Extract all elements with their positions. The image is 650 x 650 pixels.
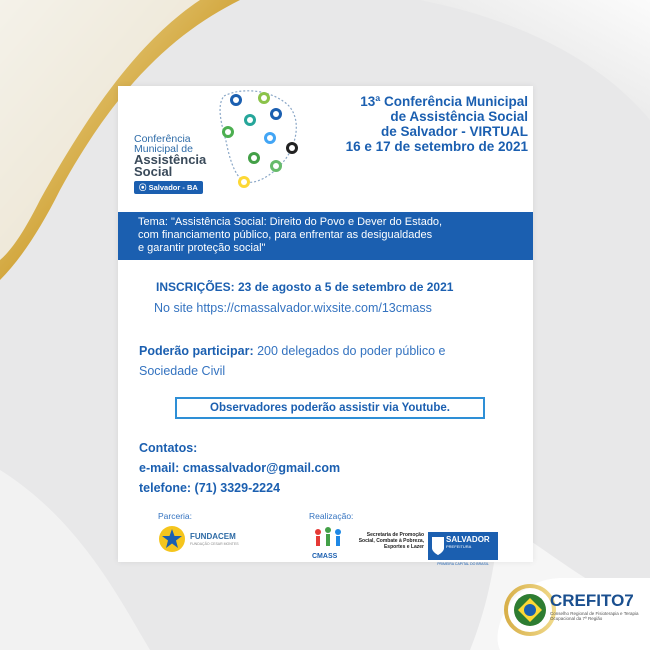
theme-line-1: Tema: "Assistência Social: Direito do Povo e Dever do Estado, <box>138 216 443 228</box>
event-flyer <box>118 86 533 566</box>
secretaria-label: Secretaria de Promoção Social, Combate à Pobreza, Esportes e Lazer <box>358 532 424 550</box>
logo-line-3: Assistência <box>134 152 207 167</box>
participants-label: Poderão participar: <box>139 344 254 358</box>
organizer-label: Realização: <box>309 511 354 521</box>
crefito-subtitle: Conselho Regional de Fisioterapia e Terapia Ocupacional da 7ª Região <box>550 611 639 621</box>
observers-notice: Observadores poderão assistir via Youtube. <box>175 397 485 419</box>
cmass-label: CMASS <box>312 553 338 560</box>
participants-text <box>139 341 529 381</box>
title-line-2: de Assistência Social <box>390 109 528 124</box>
salvador-prefeitura-logo <box>428 532 498 560</box>
title-line-3: de Salvador - VIRTUAL <box>380 124 528 139</box>
location-badge: ⦿ Salvador - BA <box>134 181 203 194</box>
contact-email[interactable]: e-mail: cmassalvador@gmail.com <box>139 461 341 475</box>
contacts-heading: Contatos: <box>139 441 198 455</box>
contacts-section <box>139 438 340 498</box>
participants-description: 200 delegados do poder público e <box>253 344 446 358</box>
title-line-1: 13ª Conferência Municipal <box>360 94 528 109</box>
location-text: Salvador - BA <box>148 183 198 192</box>
theme-line-3: e garantir proteção social" <box>138 242 266 254</box>
theme-banner <box>118 212 533 260</box>
registration-heading: INSCRIÇÕES: 23 de agosto a 5 de setembro de 2021 <box>156 280 454 294</box>
salvador-emblem-icon <box>431 536 445 556</box>
salvador-subtitle: PREFEITURA <box>446 544 472 549</box>
crefito-name: CREFITO7 <box>550 591 634 610</box>
cmass-logo-icon <box>310 526 346 554</box>
salvador-tagline: PRIMEIRA CAPITAL DO BRASIL <box>437 562 489 566</box>
fundacem-name: FUNDACEM <box>190 532 236 541</box>
registration-site-link[interactable]: No site https://cmassalvador.wixsite.com/13cmass <box>154 301 432 315</box>
conference-logo-text <box>134 134 234 178</box>
participants-description-2: Sociedade Civil <box>139 364 226 378</box>
partnership-label: Parceria: <box>158 511 193 521</box>
logo-line-1: Conferência <box>134 133 191 145</box>
logo-line-2: Municipal de <box>134 143 193 155</box>
event-title <box>290 94 528 154</box>
fundacem-subtitle: FUNDAÇÃO CESAR MONTES <box>190 542 239 546</box>
salvador-name: SALVADOR <box>446 535 490 544</box>
logo-line-4: Social <box>134 164 173 179</box>
theme-line-2: com financiamento público, para enfrentar as desigualdades <box>138 229 433 241</box>
contact-phone[interactable]: telefone: (71) 3329-2224 <box>139 481 281 495</box>
title-line-4: 16 e 17 de setembro de 2021 <box>345 139 528 154</box>
